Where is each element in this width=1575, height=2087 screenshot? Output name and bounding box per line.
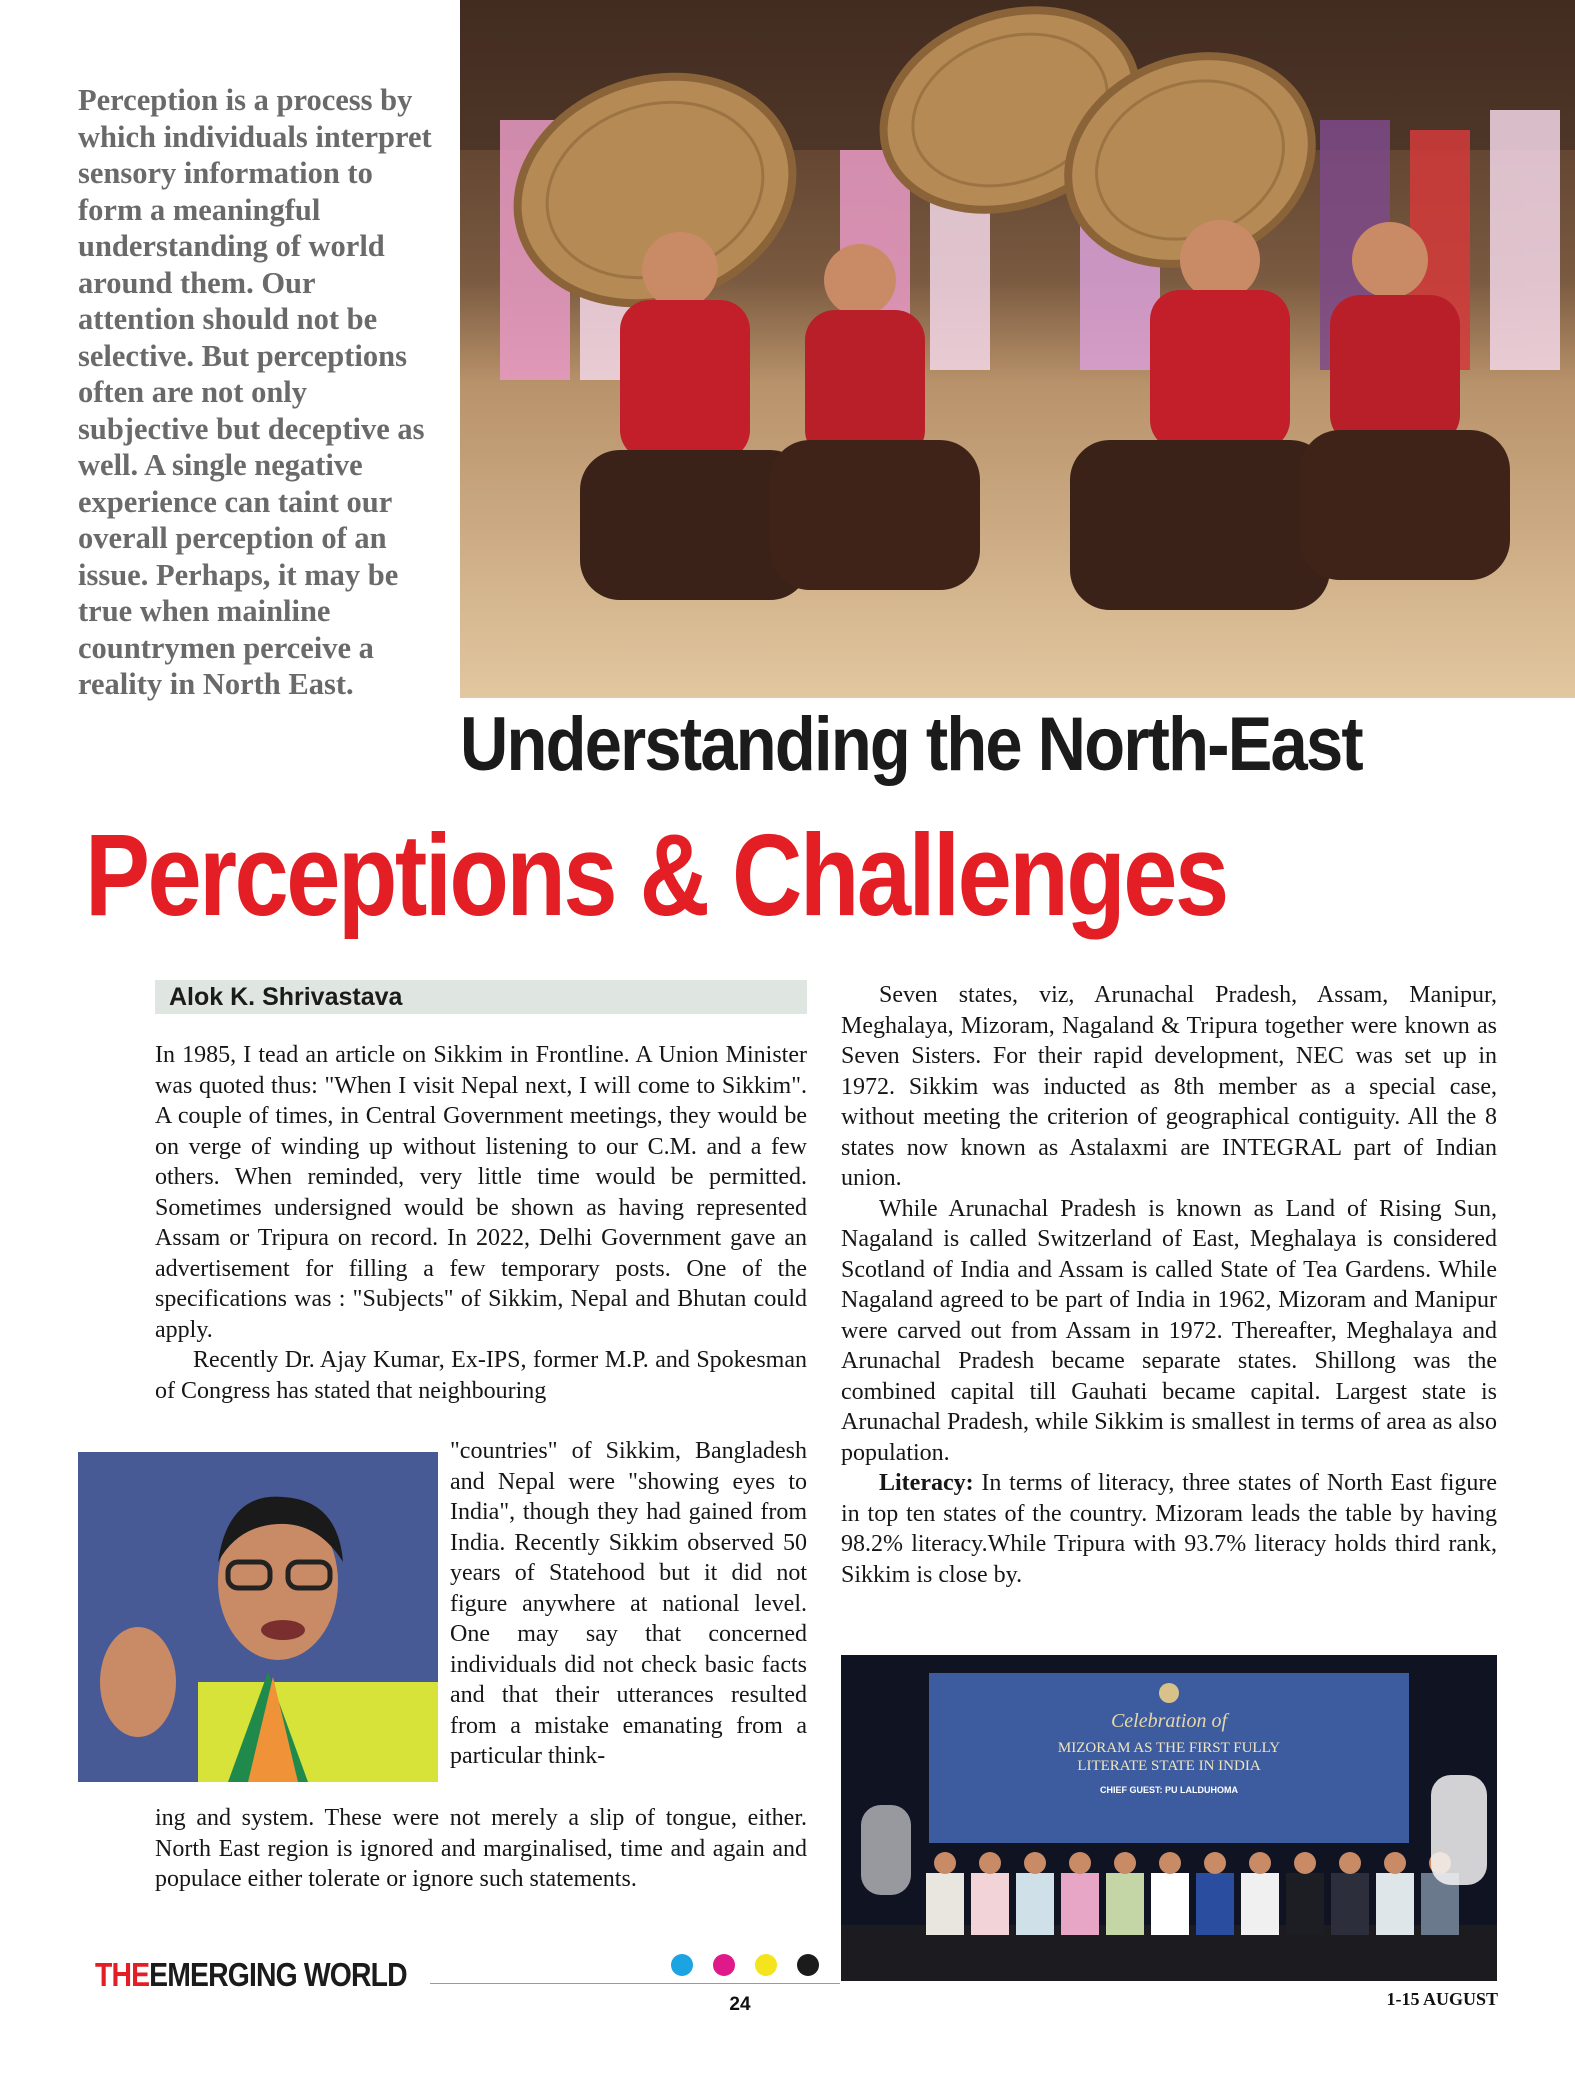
dancers-illustration — [460, 0, 1575, 698]
speaker-illustration — [78, 1452, 438, 1782]
event-illustration — [841, 1655, 1497, 1981]
dancers-photo — [460, 0, 1575, 698]
footer-rule — [430, 1983, 840, 1984]
mizoram-literacy-event-photo — [841, 1655, 1497, 1981]
headline: Understanding the North-East — [460, 702, 1362, 787]
paragraph: In 1985, I tead an article on Sikkim in Frontline. A Union Minister was quoted thus: "When I visit Nepal next, I will come to Sikkim". A couple of times, in Central Government meetings, they would be on verge of winding up without listening to our C.M. and a few others. When reminded, very little time would be permitted. Sometimes undersigned would be shown as having represented Assam or Tripura on record. In 2022, Delhi Government gave an advertisement for filling a few temporary posts. One of the specifications was : "Subjects" of Sikkim, Nepal and Bhutan could apply. — [155, 1042, 807, 1343]
left-column-top — [155, 1040, 807, 1406]
issue-date: 1-15 AUGUST — [1386, 1989, 1498, 2009]
logo-emerging-world: EMERGING WORLD — [149, 1956, 407, 1993]
logo-the: THE — [95, 1956, 150, 1993]
right-column — [841, 980, 1497, 1590]
literacy-text: In terms of literacy, three states of North East figure in top ten states of the country. Mizoram leads the table by having 98.2% literacy.While Tripura with 93.7% literacy holds third rank, Sikkim is close by. — [841, 1470, 1497, 1588]
yellow-dot — [755, 1954, 777, 1976]
paragraph: ing and system. These were not merely a slip of tongue, either. North East region is ignored and marginalised, time and again and populace either tolerate or ignore such statements. — [155, 1805, 807, 1892]
magazine-logo — [95, 1955, 407, 1995]
byline-bar — [155, 980, 807, 1014]
paragraph: Recently Dr. Ajay Kumar, Ex-IPS, former M.P. and Spokesman of Congress has stated that neighbouring — [155, 1347, 807, 1404]
ajay-kumar-photo — [78, 1452, 438, 1782]
banner-line-1: Celebration of — [1110, 1710, 1228, 1732]
magenta-dot — [713, 1954, 735, 1976]
banner-line-3: LITERATE STATE IN INDIA — [1077, 1758, 1261, 1774]
paragraph: While Arunachal Pradesh is known as Land of Rising Sun, Nagaland is called Switzerland of East, Meghalaya is considered Scotland of India and Assam is called State of Tea Gardens. While Nagaland agreed to be part of India in 1962, Mizoram and Manipur were carved out from Assam in 1972. Thereafter, Meghalaya and Arunachal Pradesh became separate states. Shillong was the combined capital till Gauhati became capital. Largest state is Arunachal Pradesh, while Sikkim is smallest in terms of area as also population. — [841, 1195, 1497, 1466]
left-column-bottom — [155, 1803, 807, 1895]
cyan-dot — [671, 1954, 693, 1976]
black-dot — [797, 1954, 819, 1976]
paragraph: Seven states, viz, Arunachal Pradesh, Assam, Manipur, Meghalaya, Mizoram, Nagaland & Tripura together were known as Seven Sisters. For their rapid development, NEC was set up in 1972. Sikkim was inducted as 8th member as a special case, without meeting the criterion of geographical contiguity. All the 8 states now known as Astalaxmi are INTEGRAL part of Indian union. — [841, 982, 1497, 1191]
author-name: Alok K. Shrivastava — [169, 983, 403, 1011]
page-number: 24 — [729, 1994, 751, 2015]
paragraph: "countries" of Sikkim, Bangladesh and Nepal were "showing eyes to India", though they had gained from India. Recently Sikkim observed 50 years of Statehood but it did not figure anywhere at national level. One may say that concerned individuals did not check basic facts and that their utterances resulted from a mistake emanating from a particular think- — [450, 1438, 807, 1769]
headline-main: Perceptions & Challenges — [85, 810, 1227, 940]
left-column-wrap — [450, 1436, 807, 1772]
banner-line-4: CHIEF GUEST: PU LALDUHOMA — [1100, 1785, 1238, 1795]
literacy-label: Literacy: — [879, 1470, 974, 1496]
registration-dots — [671, 1954, 821, 1978]
banner-line-2: MIZORAM AS THE FIRST FULLY — [1057, 1740, 1281, 1756]
paragraph — [841, 1468, 1497, 1590]
pullquote: Perception is a process by which individuals interpret sensory information to form a meaningful understanding of world around them. Our attention should not be selective. But perceptions often are not only subjective but deceptive as well. A single negative experience can taint our overall perception of an issue. Perhaps, it may be true when mainline countrymen perceive a reality in North East. — [78, 83, 432, 701]
